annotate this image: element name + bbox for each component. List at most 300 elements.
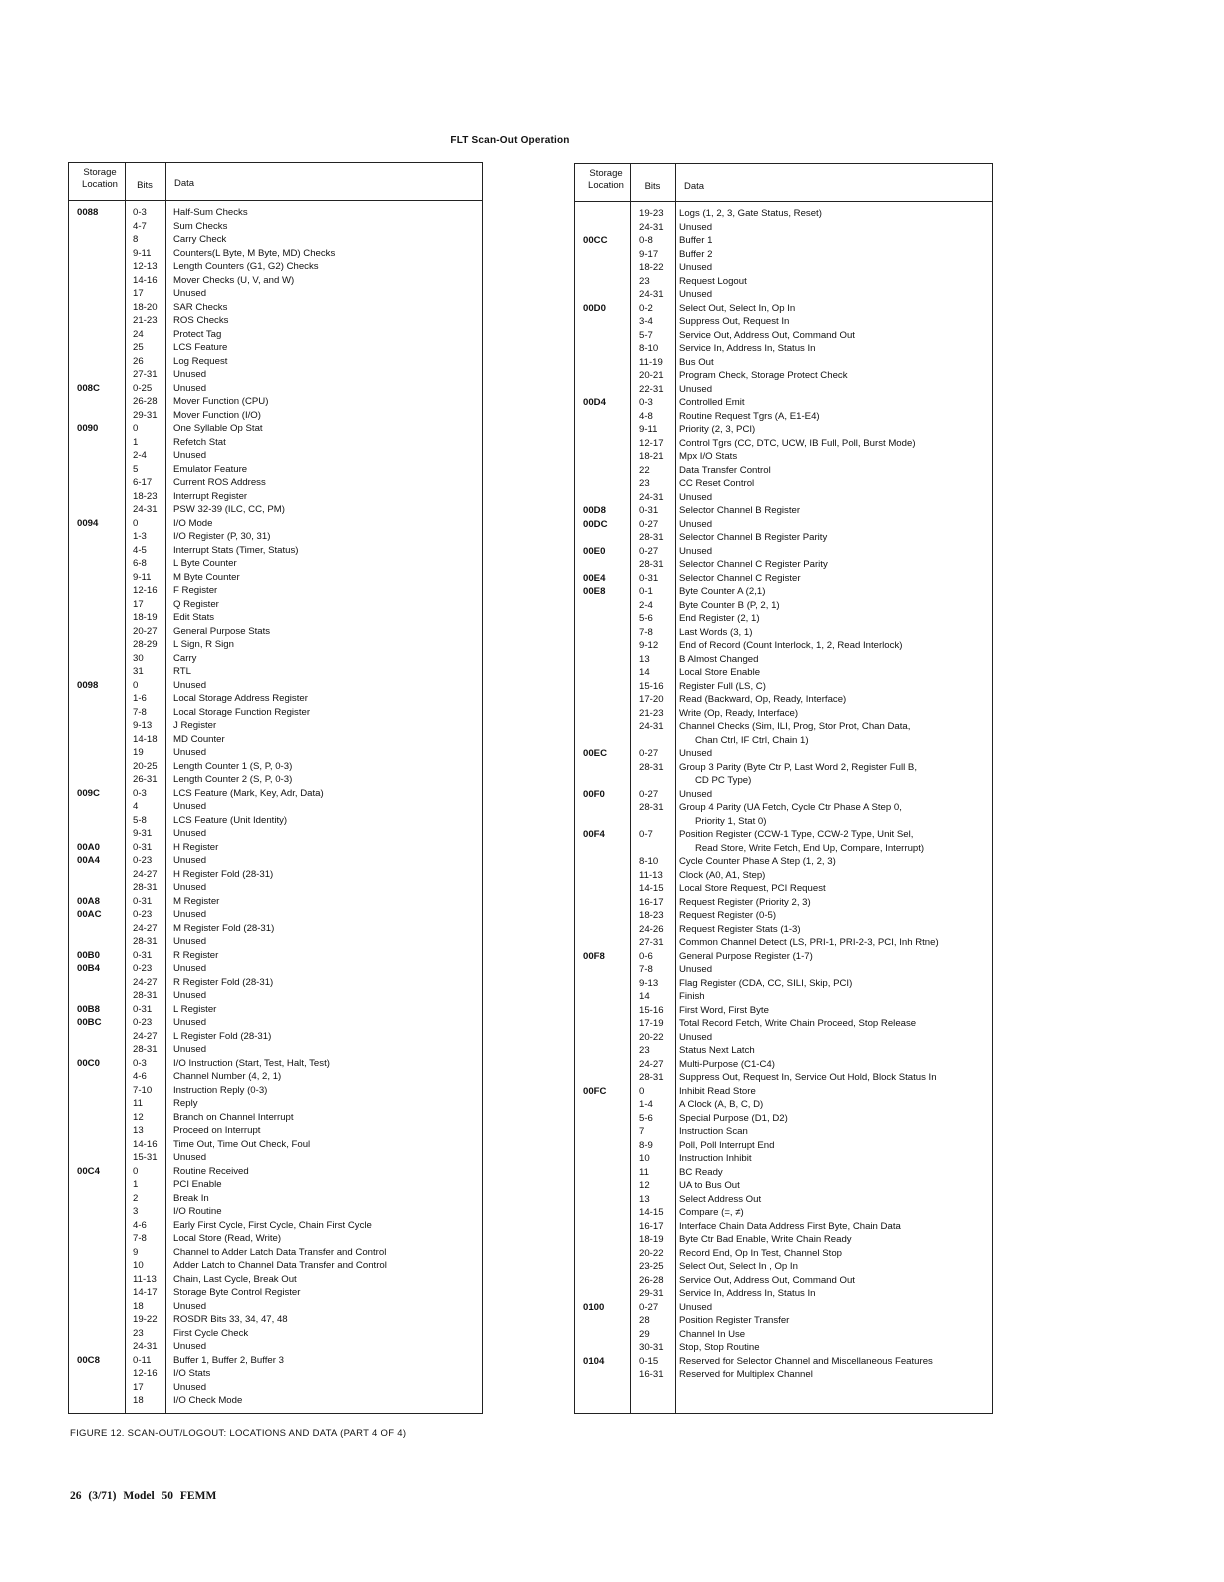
- table-row: [575, 1098, 992, 1112]
- data-description: Unused: [173, 909, 207, 920]
- bits-value: 18: [133, 1395, 144, 1406]
- data-description: I/O Instruction (Start, Test, Halt, Test): [173, 1057, 330, 1069]
- bits-value: 23: [639, 275, 650, 287]
- bits-value: 0-23: [133, 963, 153, 974]
- bits-value: 4: [133, 801, 139, 812]
- data-description: Write (Op, Ready, Interface): [679, 707, 799, 719]
- data-description: Length Counter 1 (S, P, 0-3): [173, 760, 293, 772]
- table-row: [575, 1179, 992, 1193]
- data-description: Buffer 2: [679, 248, 713, 260]
- data-description: Current ROS Address: [173, 477, 266, 488]
- table-row: [69, 530, 482, 544]
- table-row: [69, 800, 482, 814]
- bits-value: 19-23: [639, 208, 664, 219]
- table-row: [575, 437, 992, 451]
- table-row: [69, 341, 482, 355]
- table-row: [575, 950, 992, 964]
- storage-location: 00F4: [583, 829, 605, 840]
- table-row: [575, 234, 992, 248]
- bits-value: 9-12: [639, 640, 659, 651]
- table-row: [575, 545, 992, 559]
- table-row: [575, 680, 992, 694]
- bits-value: 4-5: [133, 544, 147, 556]
- data-description: Break In: [173, 1192, 209, 1204]
- bits-value: 28-31: [133, 882, 158, 893]
- table-row: [575, 599, 992, 613]
- data-description: Register Full (LS, C): [679, 680, 766, 692]
- bits-value: 8-9: [639, 1139, 653, 1151]
- data-description: End of Record (Count Interlock, 1, 2, Read Interlock): [679, 640, 903, 651]
- table-row: [69, 1057, 482, 1071]
- data-description: Multi-Purpose (C1-C4): [679, 1058, 775, 1070]
- storage-location: 00EC: [583, 748, 607, 759]
- bits-value: 26-28: [639, 1274, 664, 1286]
- table-row: [69, 517, 482, 531]
- data-description: I/O Routine: [173, 1206, 222, 1217]
- data-description: Q Register: [173, 598, 219, 610]
- table-row: [69, 301, 482, 315]
- data-description: Emulator Feature: [173, 463, 248, 475]
- bits-value: 0-23: [133, 855, 153, 866]
- data-description: Mpx I/O Stats: [679, 451, 738, 462]
- bits-value: 5-8: [133, 814, 147, 826]
- table-row: [575, 342, 992, 356]
- data-description: Reserved for Selector Channel and Miscellaneous Features: [679, 1355, 933, 1367]
- bits-value: 9: [133, 1246, 139, 1258]
- bits-value: 0-31: [639, 505, 659, 516]
- bits-value: 26-28: [133, 396, 158, 407]
- bits-value: 16-31: [639, 1369, 664, 1380]
- table-row: [575, 572, 992, 586]
- table-row: [69, 1286, 482, 1300]
- table-row: [69, 544, 482, 558]
- data-description: Unused: [679, 491, 713, 503]
- table-row: [69, 1354, 482, 1368]
- table-row: [575, 531, 992, 545]
- bits-value: 5-6: [639, 613, 653, 624]
- data-description: RTL: [173, 666, 191, 677]
- header-storage-location: Storage Location: [588, 168, 624, 191]
- bits-value: 0-3: [133, 1057, 147, 1069]
- data-description: J Register: [173, 720, 217, 731]
- table-row: [69, 409, 482, 423]
- bits-value: 28-31: [639, 1072, 664, 1083]
- bits-value: 8-10: [639, 856, 659, 867]
- bits-value: 0-6: [639, 950, 653, 962]
- data-description: Channel to Adder Latch Data Transfer and Control: [173, 1246, 387, 1258]
- data-description: Bus Out: [679, 356, 714, 368]
- table-row: [69, 1178, 482, 1192]
- table-row: [69, 503, 482, 517]
- table-row: [69, 1327, 482, 1341]
- bits-value: 26-31: [133, 774, 158, 785]
- data-description: Unused: [679, 383, 713, 395]
- table-row: [69, 719, 482, 733]
- data-description: Service Out, Address Out, Command Out: [679, 1274, 855, 1286]
- data-description: Log Request: [173, 355, 228, 367]
- table-row: [575, 1287, 992, 1301]
- bits-value: 20-27: [133, 625, 158, 637]
- table-row: [69, 206, 482, 220]
- table-row: [69, 827, 482, 841]
- storage-location: 00F8: [583, 950, 605, 962]
- bits-value: 0-15: [639, 1355, 659, 1367]
- storage-location: 00A8: [77, 895, 100, 907]
- table-row: [69, 247, 482, 261]
- table-row: [575, 302, 992, 316]
- data-description: Unused: [173, 855, 207, 866]
- table-row: [69, 773, 482, 787]
- bits-value: 0-1: [639, 586, 653, 597]
- bits-value: 20-22: [639, 1031, 664, 1043]
- table-row: [69, 1151, 482, 1165]
- bits-value: 0-27: [639, 545, 659, 557]
- data-description: Half-Sum Checks: [173, 207, 248, 218]
- table-row: [575, 936, 992, 950]
- bits-value: 9-11: [133, 571, 152, 583]
- data-description: Select Out, Select In , Op In: [679, 1261, 798, 1272]
- bits-value: 8: [133, 234, 139, 245]
- table-row: [575, 909, 992, 923]
- data-description: Clock (A0, A1, Step): [679, 869, 766, 881]
- table-row: [69, 638, 482, 652]
- data-description: Unused: [173, 1381, 207, 1393]
- data-description: Routine Received: [173, 1165, 249, 1177]
- bits-value: 9-11: [639, 424, 658, 435]
- data-description: Compare (=, ≠): [679, 1207, 744, 1218]
- bits-value: 29-31: [133, 409, 158, 421]
- data-description: Inhibit Read Store: [679, 1085, 756, 1097]
- data-description: Sum Checks: [173, 220, 228, 232]
- table-row: [575, 1166, 992, 1180]
- bits-value: 4-6: [133, 1071, 147, 1082]
- data-description: Reply: [173, 1098, 198, 1109]
- data-description: Unused: [173, 382, 207, 394]
- bits-value: 14-17: [133, 1287, 158, 1298]
- table-row: [69, 584, 482, 598]
- data-description: Unused: [173, 679, 207, 691]
- bits-value: 15-16: [639, 1004, 664, 1016]
- storage-location: 00AC: [77, 909, 102, 920]
- bits-value: 24-27: [133, 868, 158, 880]
- data-description: Selector Channel C Register Parity: [679, 559, 828, 570]
- bits-value: 27-31: [133, 369, 158, 380]
- data-description: Selector Channel C Register: [679, 572, 801, 584]
- data-description: Unused: [173, 1300, 207, 1312]
- table-row: [69, 571, 482, 585]
- table-row: [69, 1313, 482, 1327]
- bits-value: 6-8: [133, 558, 147, 569]
- bits-value: 5-7: [639, 329, 653, 341]
- table-row: [69, 1165, 482, 1179]
- bits-value: 1-4: [639, 1099, 653, 1110]
- storage-location: 00E0: [583, 545, 606, 557]
- table-row: [69, 733, 482, 747]
- data-description: Interrupt Stats (Timer, Status): [173, 544, 299, 556]
- data-description: LCS Feature (Mark, Key, Adr, Data): [173, 787, 324, 799]
- data-description: Mover Function (CPU): [173, 396, 269, 407]
- data-description: Controlled Emit: [679, 397, 745, 408]
- bits-value: 29: [639, 1328, 650, 1340]
- table-row: [575, 612, 992, 626]
- data-description: Unused: [173, 882, 207, 893]
- data-description: Poll, Poll Interrupt End: [679, 1139, 775, 1151]
- table-row: [575, 666, 992, 680]
- table-row: [69, 760, 482, 774]
- data-description: B Almost Changed: [679, 653, 759, 665]
- bits-value: 12-13: [133, 261, 158, 272]
- header-bits: Bits: [644, 181, 661, 192]
- table-row: [69, 1030, 482, 1044]
- table-row: [69, 368, 482, 382]
- data-description: Unused: [173, 288, 207, 299]
- table-row: [69, 1300, 482, 1314]
- table-row: [575, 275, 992, 289]
- bits-value: 12-16: [133, 585, 158, 596]
- storage-location: 0098: [77, 679, 99, 691]
- data-description: Channel Number (4, 2, 1): [173, 1071, 282, 1082]
- left-rows: [69, 206, 482, 1408]
- table-row: [575, 1260, 992, 1274]
- data-description: Local Storage Function Register: [173, 706, 311, 718]
- data-description: Program Check, Storage Protect Check: [679, 370, 848, 381]
- data-description: UA to Bus Out: [679, 1180, 740, 1191]
- bits-value: 12-17: [639, 437, 664, 449]
- data-description: H Register Fold (28-31): [173, 868, 274, 880]
- data-description: Instruction Inhibit: [679, 1153, 752, 1164]
- table-row: [69, 706, 482, 720]
- table-row: [69, 665, 482, 679]
- bits-value: 17-20: [639, 694, 664, 705]
- table-row: [69, 233, 482, 247]
- data-description: Buffer 1: [679, 235, 713, 246]
- data-description: Unused: [679, 545, 713, 557]
- table-row: [69, 1219, 482, 1233]
- bits-value: 28-29: [133, 639, 158, 650]
- bits-value: 1-3: [133, 531, 147, 542]
- storage-location: 009C: [77, 787, 100, 799]
- bits-value: 3-4: [639, 316, 653, 327]
- storage-location: 00D0: [583, 302, 606, 314]
- data-description: Unused: [173, 747, 207, 758]
- data-description: Total Record Fetch, Write Chain Proceed, Stop Release: [679, 1018, 917, 1029]
- table-row: [69, 814, 482, 828]
- bits-value: 1: [133, 436, 139, 448]
- table-row: [69, 1259, 482, 1273]
- table-row: [575, 1017, 992, 1031]
- table-row: [575, 1247, 992, 1261]
- data-description: Channel In Use: [679, 1328, 746, 1340]
- table-row: [69, 1070, 482, 1084]
- table-row: [69, 976, 482, 990]
- bits-value: 31: [133, 666, 144, 677]
- data-description: H Register: [173, 841, 219, 853]
- bits-value: 16-17: [639, 896, 664, 908]
- table-row: [575, 855, 992, 869]
- table-row: [69, 1111, 482, 1125]
- bits-value: 7-8: [133, 706, 147, 718]
- table-row: [575, 1341, 992, 1355]
- data-description: Reserved for Multiplex Channel: [679, 1369, 813, 1380]
- storage-location: 00D4: [583, 397, 606, 408]
- bits-value: 12: [133, 1111, 144, 1123]
- table-row: [69, 314, 482, 328]
- storage-location: 00DC: [583, 518, 608, 530]
- data-description: Suppress Out, Request In: [679, 316, 790, 327]
- bits-value: 0-31: [133, 895, 153, 907]
- bits-value: 0: [133, 423, 139, 434]
- storage-location: 00C4: [77, 1165, 100, 1177]
- bits-value: 6-17: [133, 477, 153, 488]
- table-row: [575, 477, 992, 491]
- bits-value: 15-16: [639, 680, 664, 692]
- table-row: [69, 922, 482, 936]
- bits-value: 0-3: [133, 787, 147, 799]
- data-description: Mover Function (I/O): [173, 409, 261, 421]
- table-row: [69, 1003, 482, 1017]
- data-description: Selector Channel B Register: [679, 505, 801, 516]
- bits-value: 14-15: [639, 1207, 664, 1218]
- data-description: Unused: [173, 801, 207, 812]
- table-row: [69, 895, 482, 909]
- bits-value: 13: [639, 653, 650, 665]
- table-row: [575, 1355, 992, 1369]
- bits-value: 17: [133, 1381, 144, 1393]
- table-row: [69, 260, 482, 274]
- bits-value: 0-31: [133, 1003, 153, 1015]
- table-row: [575, 1071, 992, 1085]
- data-description: I/O Stats: [173, 1368, 211, 1379]
- table-row: [575, 626, 992, 640]
- bits-value: 18-23: [639, 910, 664, 921]
- table-row: [575, 1125, 992, 1139]
- table-row: [575, 774, 992, 788]
- table-row: [69, 1246, 482, 1260]
- bits-value: 13: [133, 1125, 144, 1136]
- bits-value: 2: [133, 1192, 139, 1204]
- table-row: [575, 990, 992, 1004]
- figure-caption: FIGURE 12. SCAN-OUT/LOGOUT: LOCATIONS AND DATA (PART 4 OF 4): [70, 1428, 407, 1439]
- table-row: [69, 355, 482, 369]
- data-description: CC Reset Control: [679, 478, 755, 489]
- bits-value: 9-13: [639, 977, 659, 989]
- data-description: Length Counters (G1, G2) Checks: [173, 261, 319, 272]
- data-description: Special Purpose (D1, D2): [679, 1112, 788, 1124]
- table-row: [575, 1139, 992, 1153]
- bits-value: 22: [639, 464, 650, 476]
- bits-value: 17: [133, 288, 144, 299]
- bits-value: 14-16: [133, 1138, 158, 1150]
- table-row: [69, 490, 482, 504]
- bits-value: 18-19: [639, 1234, 664, 1245]
- data-description: Local Store Request, PCI Request: [679, 883, 826, 894]
- table-row: [69, 868, 482, 882]
- data-description: Position Register Transfer: [679, 1315, 790, 1326]
- bits-value: 9-31: [133, 828, 153, 839]
- bits-value: 0-27: [639, 1301, 659, 1313]
- header-data: Data: [684, 181, 705, 192]
- data-description: Byte Ctr Bad Enable, Write Chain Ready: [679, 1234, 852, 1245]
- table-row: [575, 1368, 992, 1382]
- data-description: End Register (2, 1): [679, 613, 760, 624]
- table-row: [575, 1274, 992, 1288]
- bits-value: 10: [133, 1260, 144, 1271]
- data-description: Unused: [679, 518, 713, 530]
- table-row: [575, 1112, 992, 1126]
- table-row: [575, 977, 992, 991]
- table-row: [69, 841, 482, 855]
- bits-value: 28-31: [639, 761, 664, 773]
- bits-value: 12: [639, 1180, 650, 1191]
- table-row: [69, 449, 482, 463]
- data-description: Position Register (CCW-1 Type, CCW-2 Type, Unit Sel,: [679, 829, 914, 840]
- bits-value: 0: [133, 517, 139, 529]
- table-row: [69, 436, 482, 450]
- data-description: SAR Checks: [173, 301, 228, 313]
- data-description: Unused: [173, 1341, 207, 1352]
- storage-location: 00BC: [77, 1017, 102, 1028]
- bits-value: 24-31: [133, 1341, 158, 1352]
- bits-value: 10: [639, 1153, 650, 1164]
- data-description: R Register Fold (28-31): [173, 976, 274, 988]
- data-description: Cycle Counter Phase A Step (1, 2, 3): [679, 856, 836, 867]
- table-row: [575, 1314, 992, 1328]
- page-footer: 26 (3/71) Model 50 FEMM: [70, 1490, 217, 1502]
- storage-location: 00B4: [77, 963, 100, 974]
- table-row: [575, 288, 992, 302]
- table-row: [69, 557, 482, 571]
- table-row: [69, 692, 482, 706]
- data-description: I/O Mode: [173, 517, 213, 529]
- table-row: [69, 854, 482, 868]
- table-row: [69, 382, 482, 396]
- table-row: [575, 423, 992, 437]
- data-description: Unused: [173, 1044, 207, 1055]
- table-row: [69, 422, 482, 436]
- bits-value: 21-23: [639, 707, 664, 719]
- storage-location: 00B8: [77, 1003, 100, 1015]
- data-description: Unused: [679, 1301, 713, 1313]
- table-row: [575, 788, 992, 802]
- bits-value: 28: [639, 1315, 650, 1326]
- bits-value: 28-31: [133, 936, 158, 947]
- bits-value: 0-2: [639, 302, 653, 314]
- data-description: Finish: [679, 991, 705, 1002]
- bits-value: 18-20: [133, 301, 158, 313]
- bits-value: 0-8: [639, 235, 653, 246]
- bits-value: 7: [639, 1126, 645, 1137]
- table-row: [69, 679, 482, 693]
- data-description: First Cycle Check: [173, 1327, 249, 1339]
- table-row: [69, 1192, 482, 1206]
- data-description: Unused: [679, 289, 713, 300]
- bits-value: 14-18: [133, 733, 158, 745]
- data-description: Local Store Enable: [679, 667, 761, 678]
- data-description: LCS Feature (Unit Identity): [173, 814, 288, 826]
- bits-value: 14-16: [133, 274, 158, 286]
- bits-value: 16-17: [639, 1220, 664, 1232]
- data-description: Length Counter 2 (S, P, 0-3): [173, 774, 293, 785]
- table-row: [575, 1044, 992, 1058]
- data-description: Unused: [173, 828, 207, 839]
- bits-value: 0: [133, 679, 139, 691]
- table-row: [69, 463, 482, 477]
- data-description: Local Storage Address Register: [173, 693, 308, 704]
- bits-value: 18-23: [133, 490, 158, 502]
- header-bits: Bits: [137, 180, 153, 191]
- data-description: Branch on Channel Interrupt: [173, 1111, 294, 1123]
- data-description: Logs (1, 2, 3, Gate Status, Reset): [679, 208, 822, 219]
